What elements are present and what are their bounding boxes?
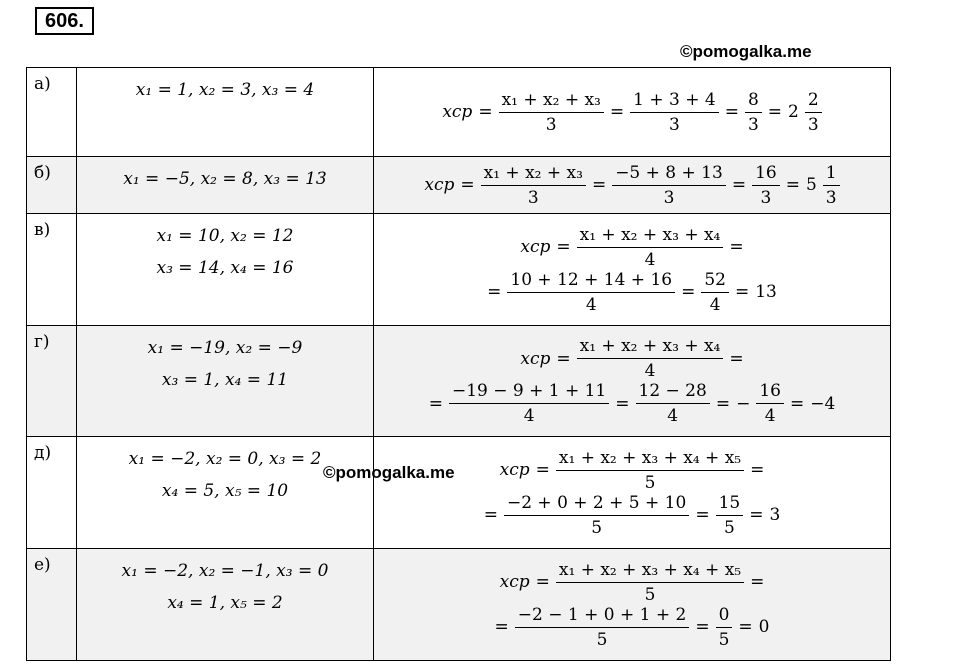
given-values [77, 157, 374, 214]
mean-symbol: xср [520, 237, 551, 257]
given-line: x₁ = −2, x₂ = −1, x₃ = 0 [121, 561, 329, 581]
mean-calculation: xср = $\frac{\text{x₁ + x₂ + x₃}}{3}$ = $\frac{1 + 3 + 4}{3}$ = $\frac{8}{3}$ = 2 $\frac{2}{3}$ [374, 68, 891, 157]
fraction: $\frac{15}{5}$ [716, 493, 744, 538]
table-row-v [27, 214, 891, 326]
table-row-d [27, 437, 891, 549]
fraction: $\frac{1 + 3 + 4}{3}$ [630, 90, 719, 135]
mean-calculation: xср = $\frac{\text{x₁ + x₂ + x₃ + x₄}}{4}$ = = $\frac{10 + 12 + 14 + 16}{4}$ = $\frac{52}{4}$ = 13 [374, 214, 891, 326]
table-row-b [27, 157, 891, 214]
fraction: $\frac{16}{4}$ [756, 381, 784, 426]
fraction: $\frac{\text{x₁ + x₂ + x₃}}{3}$ [481, 163, 586, 208]
fraction: $\frac{\text{x₁ + x₂ + x₃ + x₄ + x₅}}{5}$ [556, 560, 744, 605]
result-whole: 2 [788, 102, 799, 122]
fraction: $\frac{12 - 28}{4}$ [636, 381, 710, 426]
solution-table [26, 67, 891, 661]
fraction: $\frac{0}{5}$ [716, 605, 733, 650]
fraction: $\frac{\text{x₁ + x₂ + x₃}}{3}$ [499, 90, 604, 135]
mean-calculation: xср = $\frac{\text{x₁ + x₂ + x₃}}{3}$ = $\frac{-5 + 8 + 13}{3}$ = $\frac{16}{3}$ = 5 $\frac{1}{3}$ [374, 157, 891, 214]
given-line: x₁ = 10, x₂ = 12 [156, 226, 294, 246]
fraction: $\frac{-5 + 8 + 13}{3}$ [612, 163, 726, 208]
fraction: $\frac{52}{4}$ [701, 270, 729, 315]
given-values [77, 549, 374, 661]
result: 3 [769, 505, 781, 525]
fraction: $\frac{\text{x₁ + x₂ + x₃ + x₄}}{4}$ [577, 336, 724, 381]
mean-calculation: xср = $\frac{\text{x₁ + x₂ + x₃ + x₄}}{4}$ = = $\frac{-19 - 9 + 1 + 11}{4}$ = $\frac{12 - 28}{4}$ = − $\frac{16}{4}$ = −4 [374, 326, 891, 437]
table-row-e [27, 549, 891, 661]
given-line: x₄ = 1, x₅ = 2 [167, 593, 283, 613]
mean-symbol: xср [424, 175, 455, 195]
mean-symbol: xср [499, 460, 530, 480]
watermark-middle: ©pomogalka.me [323, 463, 455, 482]
table-row-a [27, 68, 891, 157]
mean-calculation: xср = $\frac{\text{x₁ + x₂ + x₃ + x₄ + x₅}}{5}$ = = $\frac{-2 - 1 + 0 + 1 + 2}{5}$ = $\frac{0}{5}$ = 0 [374, 549, 891, 661]
row-label: в) [27, 214, 77, 326]
result-fraction: $\frac{2}{3}$ [805, 90, 822, 135]
given-line: x₁ = −2, x₂ = 0, x₃ = 2 [128, 449, 322, 469]
fraction: $\frac{16}{3}$ [752, 163, 780, 208]
fraction: $\frac{\text{x₁ + x₂ + x₃ + x₄}}{4}$ [577, 225, 724, 270]
given-values [77, 437, 374, 549]
result: 0 [758, 617, 770, 637]
result: 13 [755, 282, 777, 302]
given-line: x₃ = 14, x₄ = 16 [156, 258, 294, 278]
row-label: е) [27, 549, 77, 661]
result-fraction: $\frac{1}{3}$ [823, 163, 840, 208]
given-values [77, 214, 374, 326]
table-row-g [27, 326, 891, 437]
given-line: x₄ = 5, x₅ = 10 [161, 481, 289, 501]
row-label: а) [27, 68, 77, 157]
given-line: x₁ = −19, x₂ = −9 [147, 338, 303, 358]
mean-symbol: xср [499, 572, 530, 592]
fraction: $\frac{8}{3}$ [745, 90, 762, 135]
problem-number: 606. [35, 7, 94, 35]
mean-calculation: xср = $\frac{\text{x₁ + x₂ + x₃ + x₄ + x₅}}{5}$ = = $\frac{-2 + 0 + 2 + 5 + 10}{5}$ = $\frac{15}{5}$ = 3 [374, 437, 891, 549]
given-line: x₁ = −5, x₂ = 8, x₃ = 13 [123, 169, 327, 189]
fraction: $\frac{\text{x₁ + x₂ + x₃ + x₄ + x₅}}{5}$ [556, 448, 744, 493]
given-values [77, 68, 374, 157]
row-label: г) [27, 326, 77, 437]
row-label: д) [27, 437, 77, 549]
fraction: $\frac{10 + 12 + 14 + 16}{4}$ [507, 270, 675, 315]
watermark-top: ©pomogalka.me [680, 42, 812, 61]
row-label: б) [27, 157, 77, 214]
given-line: x₁ = 1, x₂ = 3, x₃ = 4 [135, 80, 315, 100]
fraction: $\frac{-2 - 1 + 0 + 1 + 2}{5}$ [515, 605, 690, 650]
mean-symbol: xср [520, 348, 551, 369]
mean-symbol: xср [442, 102, 473, 122]
result-whole: 5 [805, 175, 817, 195]
fraction: $\frac{-19 - 9 + 1 + 11}{4}$ [449, 381, 609, 426]
result: −4 [810, 393, 836, 414]
fraction: $\frac{-2 + 0 + 2 + 5 + 10}{5}$ [504, 493, 689, 538]
given-line: x₃ = 1, x₄ = 11 [161, 370, 289, 390]
given-values [77, 326, 374, 437]
